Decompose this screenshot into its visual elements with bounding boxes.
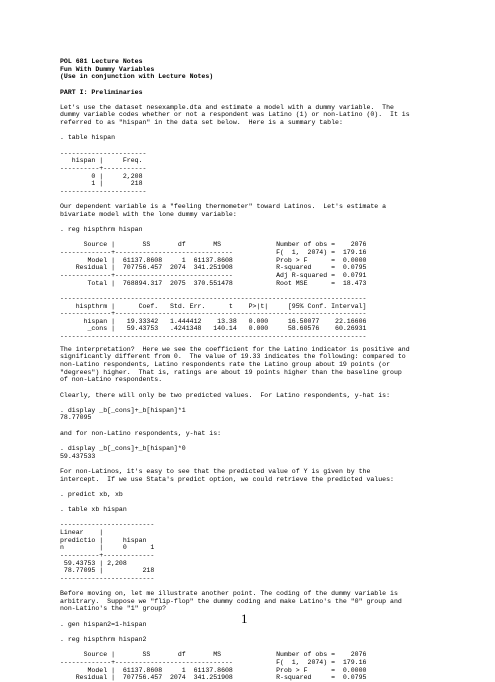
text-line: The interpretation? Here we see the coefficient for the Latino indicator is positive and: [60, 345, 410, 353]
output-row: ------------------------------------------------------------------------------: [60, 294, 367, 302]
table-row: 0 | 2,208: [60, 172, 143, 180]
output-row: -------------+----------------------------------------------------------------: [60, 310, 367, 318]
output-row: Model | 61137.8608 1 61137.8608 Prob > F = 0.0000: [60, 256, 367, 264]
text-line: non-Latino respondents, Latino respondents rate the Latino group about 19 points (or: [60, 360, 391, 368]
stata-command: . display _b[_cons]+_b[hispan]*1: [60, 406, 186, 414]
output-row: Source | SS df MS Number of obs = 2076: [60, 241, 367, 249]
text-line: dummy variable codes whether or not a respondent was Latino (1) or non-Latino (0). It is: [60, 111, 410, 119]
table-row: 59.43753 | 2,208: [60, 559, 127, 567]
text-line: non-Latino's the "1" group?: [60, 605, 167, 613]
table-row: ----------------------: [60, 187, 147, 195]
output-row: hispan | 19.33342 1.444412 13.38 0.000 16.50077 22.16606: [60, 317, 367, 325]
stata-command: . table xb hispan: [60, 506, 127, 514]
output-row: Source | SS df MS Number of obs = 2076: [60, 651, 367, 659]
output-row: Model | 61137.8608 1 61137.8608 Prob > F = 0.0000: [60, 666, 367, 674]
heading-line: (Use in conjunction with Lecture Notes): [60, 73, 214, 81]
output-row: -------------+------------------------------ F( 1, 2074) = 179.16: [60, 249, 367, 257]
text-line: significantly different from 0. The value of 19.33 indicates the following: compared to: [60, 353, 406, 361]
predict-paragraph: [60, 468, 460, 483]
table-row: ----------------------: [60, 149, 147, 157]
page-number: 1: [241, 611, 248, 626]
stata-command: . gen hispan2=1-hispan: [60, 620, 147, 628]
table-row: ----------+-------------: [60, 552, 155, 559]
table-row: n | 0 1: [60, 544, 155, 552]
text-line: intercept. If we use Stata's predict option, we could retrieve the predicted values:: [60, 475, 394, 483]
document-body: [60, 58, 460, 682]
output-row: _cons | 59.43753 .4241348 140.14 0.000 58.60576 60.26931: [60, 325, 367, 333]
table-row: 1 | 218: [60, 180, 143, 188]
stata-command: . reg hispthrm hispan2: [60, 636, 147, 644]
table-row: 78.77095 | 218: [60, 567, 155, 575]
table-row: hispan | Freq.: [60, 157, 143, 165]
text-line: Our dependent variable is a "feeling thermometer" toward Latinos. Let's estimate a: [60, 203, 387, 211]
output-row: Total | 768894.317 2075 370.551478 Root MSE = 18.473: [60, 279, 367, 287]
output-row: [60, 287, 460, 295]
stata-command: . predict xb, xb: [60, 490, 123, 498]
frequency-table: [60, 150, 460, 196]
text-line: Let's use the dataset nesexample.dta and estimate a model with a dummy variable. The: [60, 103, 394, 111]
output-row: Residual | 707756.457 2074 341.251908 R-squared = 0.0795: [60, 264, 367, 272]
flip-paragraph: [60, 590, 460, 613]
intro-paragraph: [60, 104, 460, 127]
table-row: predictio | hispan: [60, 536, 147, 544]
output-row: hispthrm | Coef. Std. Err. t P>|t| [95% Conf. Interval]: [60, 302, 367, 310]
table-row: Linear |: [60, 529, 104, 537]
display-result: 78.77095: [60, 414, 92, 422]
text-line: Clearly, there will only be two predicted values. For Latino respondents, y-hat is:: [60, 391, 391, 399]
stata-command: . display _b[_cons]+_b[hispan]*0: [60, 445, 186, 453]
text-line: For non-Latinos, it's easy to see that the predicted value of Y is given by the: [60, 467, 371, 475]
text-line: bivariate model with the lone dummy variable:: [60, 210, 237, 218]
dv-paragraph: [60, 203, 460, 218]
predicted-values-table: [60, 521, 460, 582]
output-row: Residual | 707756.457 2074 341.251908 R-squared = 0.0795: [60, 674, 367, 682]
table-row: ----------+-----------: [60, 164, 147, 172]
regression-output: [60, 241, 460, 340]
stata-command: . table hispan: [60, 134, 116, 142]
display-result: 59.437533: [60, 452, 96, 460]
text-line: Before moving on, let me illustrate another point. The coding of the dummy variable is: [60, 590, 398, 598]
table-row: ------------------------: [60, 574, 155, 582]
text-line: and for non-Latino respondents, y-hat is:: [60, 429, 222, 437]
interpretation-paragraph: [60, 346, 460, 384]
output-row: -------------+------------------------------ Adj R-squared = 0.0791: [60, 271, 367, 279]
heading-line: POL 681 Lecture Notes: [60, 58, 143, 65]
text-line: referred to as "hispan" in the data set below. Here is a summary table:: [60, 119, 343, 127]
text-line: of non-Latino respondents.: [60, 376, 163, 384]
section-title: PART I: Preliminaries: [60, 88, 143, 96]
output-row: -------------+------------------------------ F( 1, 2074) = 179.16: [60, 658, 367, 666]
output-row: ------------------------------------------------------------------------------: [60, 333, 367, 341]
table-row: ------------------------: [60, 521, 155, 529]
stata-command: . reg hispthrm hispan: [60, 226, 143, 234]
text-line: arbitrary. Suppose we "flip-flop" the dummy coding and make Latino's the "0" group and: [60, 597, 402, 605]
regression-output-2: [60, 651, 460, 682]
heading-line: Fun With Dummy Variables: [60, 65, 155, 73]
text-line: "degrees") higher. That is, ratings are about 19 points higher than the baseline group: [60, 368, 402, 376]
document-heading: [60, 58, 460, 81]
